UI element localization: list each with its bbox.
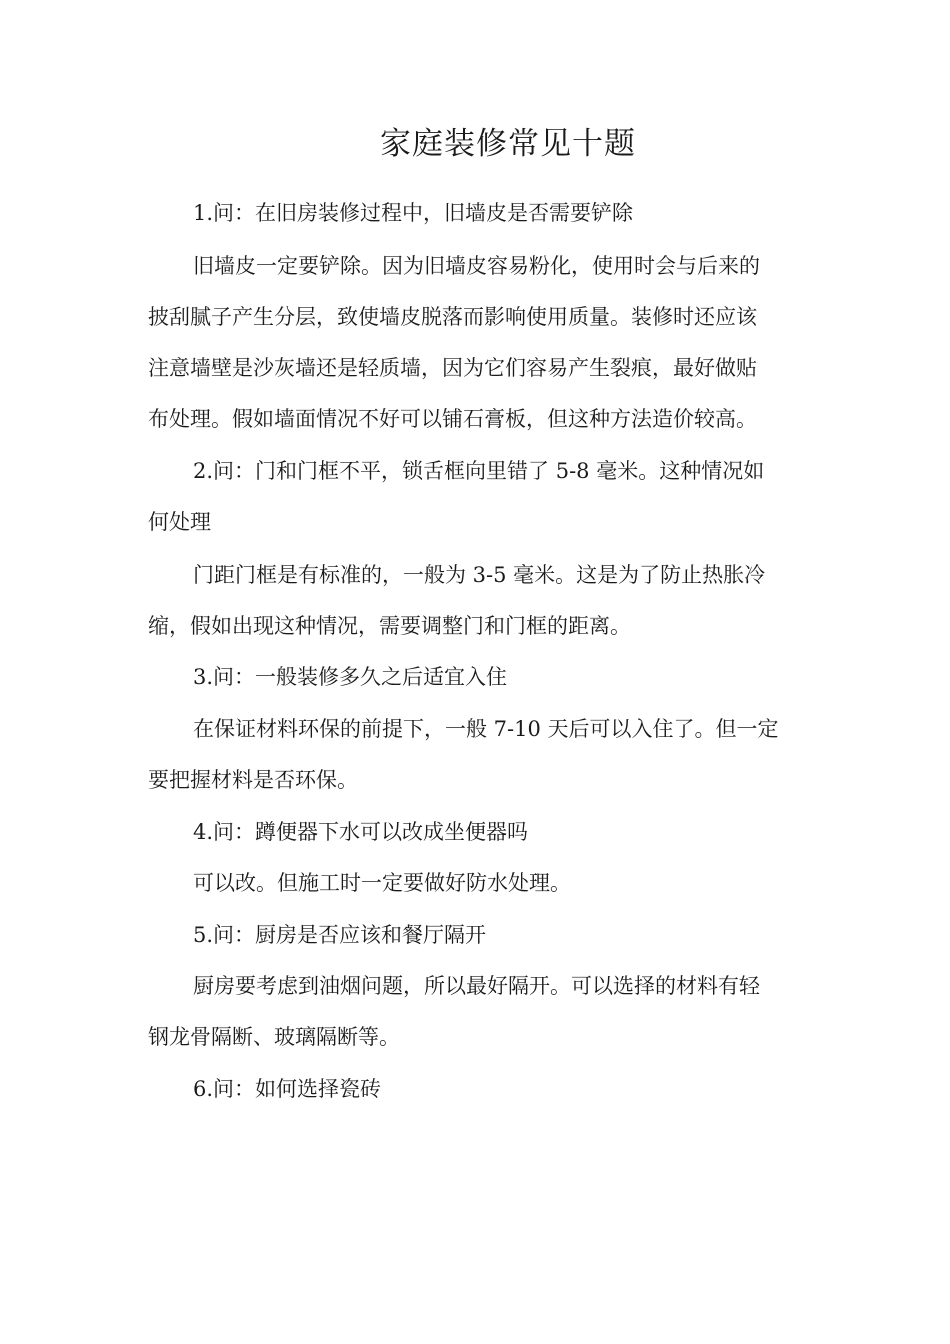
answer-1-line-4: 布处理。假如墙面情况不好可以铺石膏板，但这种方法造价较高。 bbox=[148, 407, 757, 431]
question-1: 1.问：在旧房装修过程中，旧墙皮是否需要铲除 bbox=[193, 201, 634, 225]
answer-1-line-3: 注意墙壁是沙灰墙还是轻质墙，因为它们容易产生裂痕，最好做贴 bbox=[148, 356, 757, 380]
answer-2-line-2: 缩，假如出现这种情况，需要调整门和门框的距离。 bbox=[148, 614, 631, 638]
answer-1-line-1: 旧墙皮一定要铲除。因为旧墙皮容易粉化，使用时会与后来的 bbox=[193, 254, 760, 278]
answer-5-line-2: 钢龙骨隔断、玻璃隔断等。 bbox=[148, 1025, 400, 1049]
question-2-line-1: 2.问：门和门框不平，锁舌框向里错了 5-8 毫米。这种情况如 bbox=[193, 459, 765, 483]
question-4: 4.问：蹲便器下水可以改成坐便器吗 bbox=[193, 820, 529, 844]
question-6: 6.问：如何选择瓷砖 bbox=[193, 1077, 382, 1101]
question-3: 3.问：一般装修多久之后适宜入住 bbox=[193, 665, 508, 689]
answer-1-line-2: 披刮腻子产生分层，致使墙皮脱落而影响使用质量。装修时还应该 bbox=[148, 305, 757, 329]
answer-3-line-1: 在保证材料环保的前提下，一般 7-10 天后可以入住了。但一定 bbox=[193, 717, 779, 741]
answer-3-line-2: 要把握材料是否环保。 bbox=[148, 768, 358, 792]
answer-2-line-1: 门距门框是有标准的，一般为 3-5 毫米。这是为了防止热胀冷 bbox=[193, 563, 766, 587]
question-5: 5.问：厨房是否应该和餐厅隔开 bbox=[193, 923, 487, 947]
answer-5-line-1: 厨房要考虑到油烟问题，所以最好隔开。可以选择的材料有轻 bbox=[193, 974, 760, 998]
question-2-line-2: 何处理 bbox=[148, 510, 211, 534]
document-title: 家庭装修常见十题 bbox=[380, 126, 636, 162]
answer-4: 可以改。但施工时一定要做好防水处理。 bbox=[193, 871, 571, 895]
